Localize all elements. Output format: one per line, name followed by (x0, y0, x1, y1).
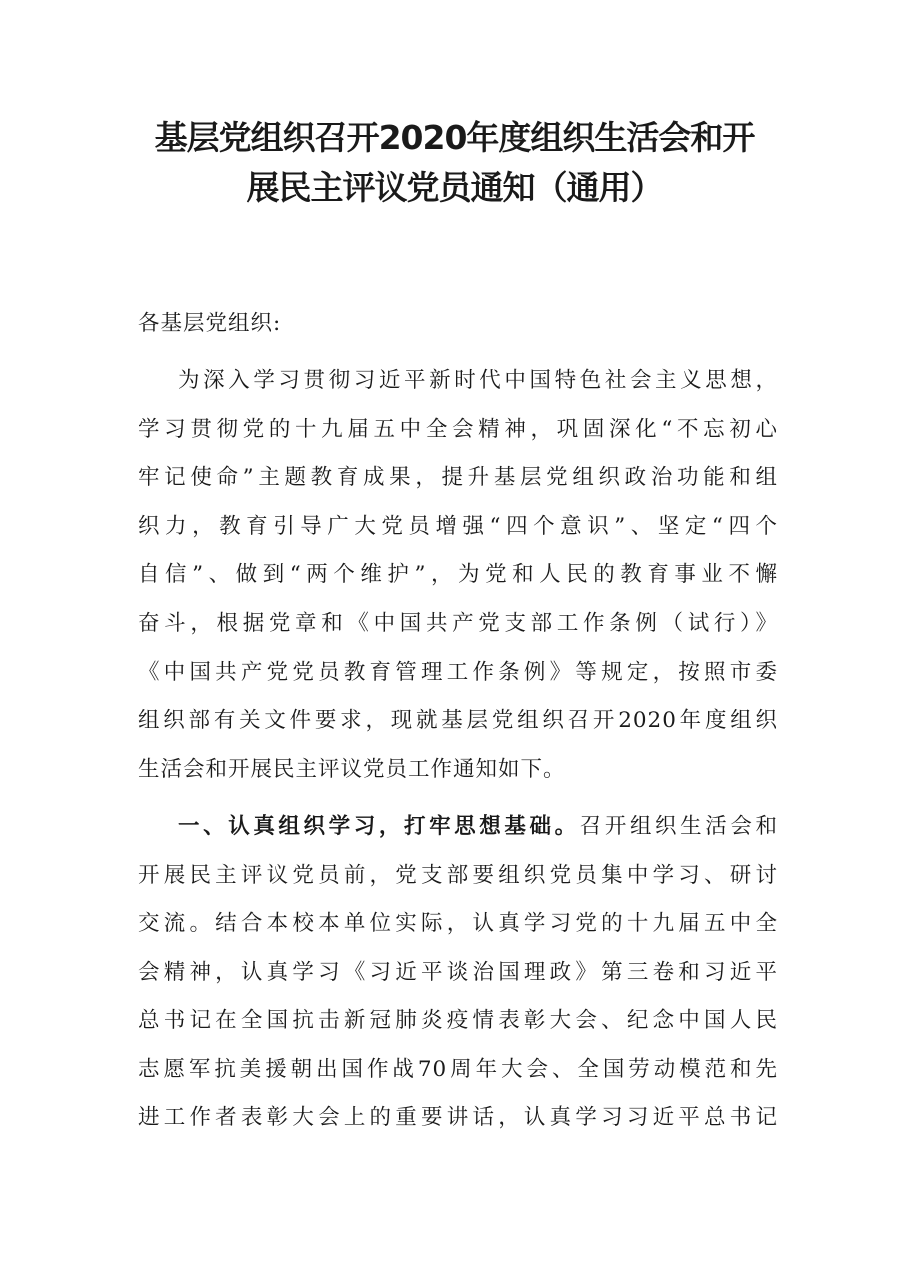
salutation: 各基层党组织: (138, 311, 282, 336)
paragraph-line: 生活会和开展民主评议党员工作通知如下。 (138, 757, 566, 782)
paragraph-line: 奋斗，根据党章和《中国共产党支部工作条例（试行）》 (138, 611, 778, 636)
paragraph-line: 牢记使命”主题教育成果，提升基层党组织政治功能和组 (138, 465, 778, 490)
section-1-first-line-rest: 召开组织生活会和 (579, 814, 778, 839)
paragraph-line: 开展民主评议党员前，党支部要组织党员集中学习、研讨 (138, 863, 778, 888)
document-title-line-2: 展民主评议党员通知（通用） (246, 168, 663, 207)
paragraph-line: 交流。结合本校本单位实际，认真学习党的十九届五中全 (138, 911, 778, 936)
paragraph-line: 自信”、做到“两个维护”，为党和人民的教育事业不懈 (138, 562, 778, 587)
paragraph-line: 志愿军抗美援朝出国作战70周年大会、全国劳动模范和先 (138, 1057, 778, 1082)
section-1-first-line (138, 812, 778, 842)
paragraph-line: 会精神，认真学习《习近平谈治国理政》第三卷和习近平 (138, 960, 778, 985)
paragraph-line: 为深入学习贯彻习近平新时代中国特色社会主义思想， (178, 368, 778, 393)
paragraph-line: 学习贯彻党的十九届五中全会精神，巩固深化“不忘初心 (138, 417, 778, 442)
paragraph-line: 《中国共产党党员教育管理工作条例》等规定，按照市委 (138, 660, 778, 685)
paragraph-line: 进工作者表彰大会上的重要讲话，认真学习习近平总书记 (138, 1105, 778, 1130)
document-title-line-1: 基层党组织召开2020年度组织生活会和开 (154, 118, 755, 157)
section-1-heading: 一、认真组织学习，打牢思想基础。 (178, 814, 580, 839)
paragraph-line: 织力，教育引导广大党员增强“四个意识”、坚定“四个 (138, 514, 778, 539)
paragraph-line: 组织部有关文件要求，现就基层党组织召开2020年度组织 (138, 708, 778, 733)
paragraph-line: 总书记在全国抗击新冠肺炎疫情表彰大会、纪念中国人民 (138, 1008, 778, 1033)
